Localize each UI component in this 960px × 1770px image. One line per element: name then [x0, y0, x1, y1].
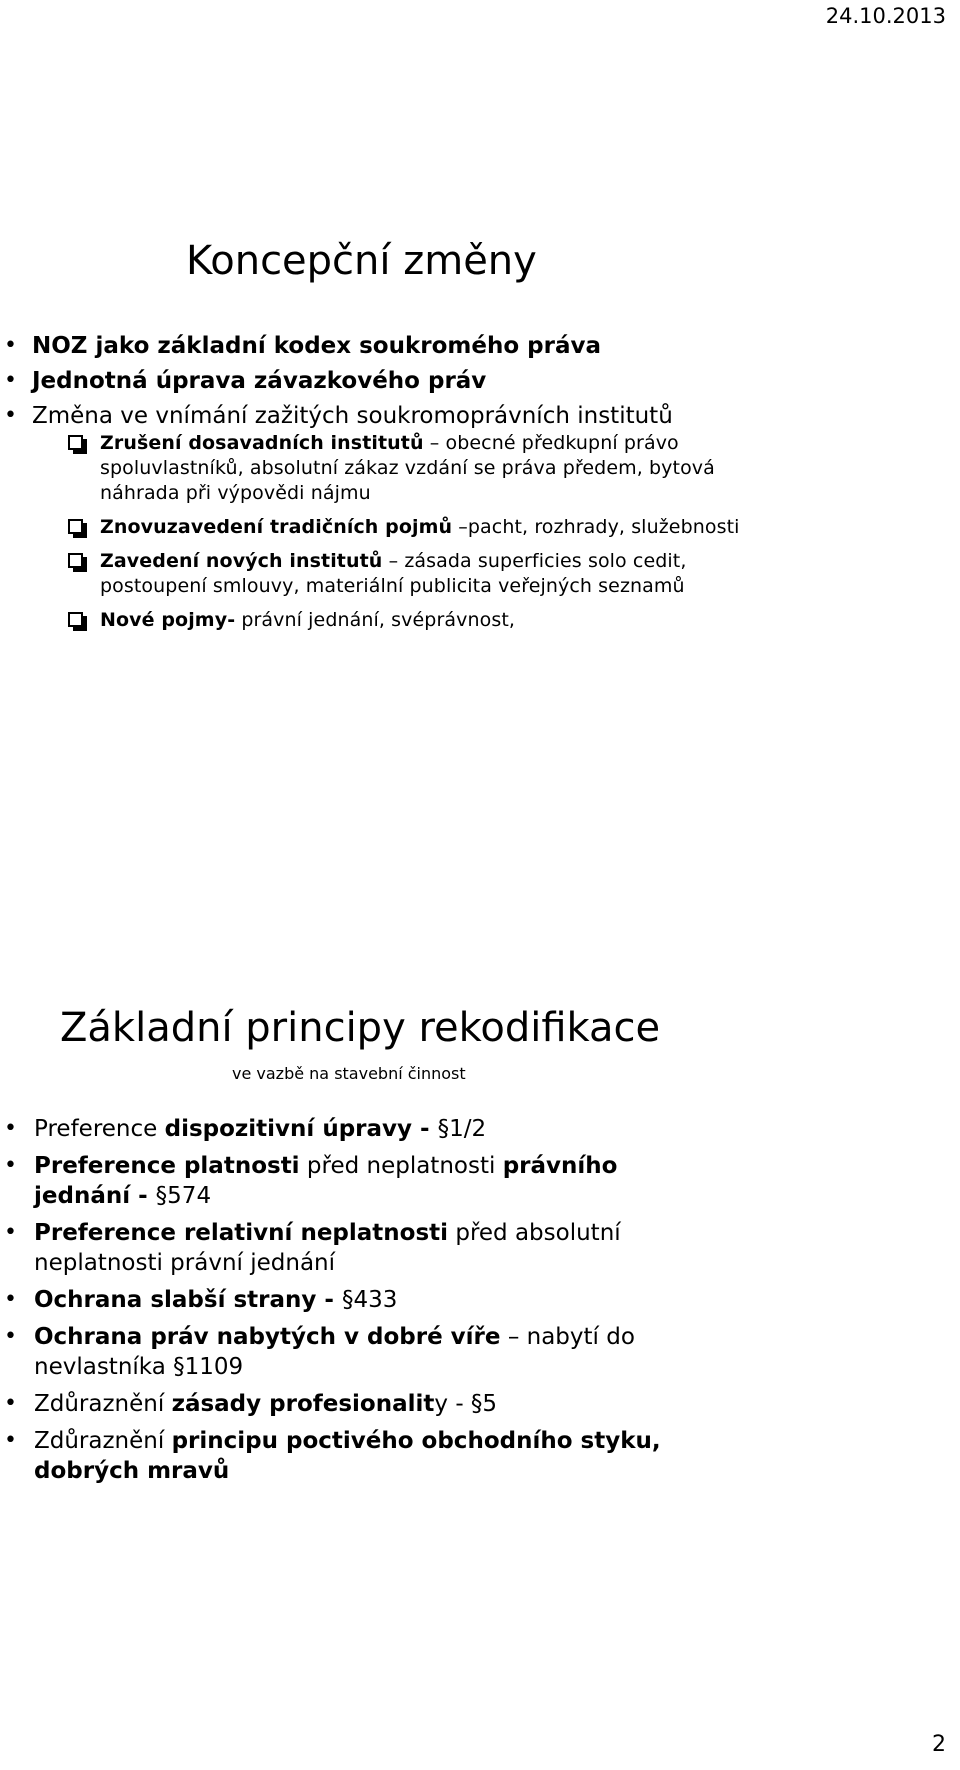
checkbox-bullet-icon	[68, 553, 83, 568]
bullet-bold-text: Ochrana slabší strany -	[34, 1287, 342, 1313]
slide1-bullet-list	[0, 331, 740, 642]
slide1-title: Koncepční změny	[186, 238, 537, 284]
bullet-dot-icon: •	[4, 1116, 17, 1141]
slide2-bullet	[0, 1322, 694, 1382]
sub-bullet-bold: Zrušení dosavadních institutů	[100, 432, 424, 454]
bullet-dot-icon: •	[4, 333, 17, 358]
bullet-bold-text: principu poctivého obchodního styku, dobrých mravů	[34, 1428, 661, 1484]
sub-bullet	[68, 431, 760, 506]
slide1-bullet	[0, 331, 692, 361]
bullet-dot-icon: •	[4, 368, 17, 393]
bullet-text: Preference	[34, 1116, 165, 1142]
bullet-text: Změna ve vnímání zažitých soukromoprávních institutů	[32, 403, 673, 429]
header-date: 24.10.2013	[825, 4, 946, 28]
bullet-text: §574	[155, 1183, 212, 1209]
bullet-bold-text: právního jednání -	[34, 1153, 618, 1209]
slide2-bullet	[0, 1218, 694, 1278]
bullet-bold-text: Preference platnosti	[34, 1153, 300, 1179]
slide1-bullet	[0, 366, 692, 396]
bullet-text: – nabytí do nevlastníka §1109	[34, 1324, 635, 1380]
bullet-dot-icon: •	[4, 1324, 17, 1349]
slide2-bullet	[0, 1389, 694, 1419]
bullet-text: §1/2	[437, 1116, 487, 1142]
checkbox-bullet-icon	[68, 435, 83, 450]
bullet-text: před absolutní neplatnosti právní jednání	[34, 1220, 621, 1276]
bullet-dot-icon: •	[4, 403, 17, 428]
bullet-bold-text: Jednotná úprava závazkového práv	[32, 368, 487, 394]
slide2-subtitle: ve vazbě na stavební činnost	[232, 1064, 466, 1083]
slide2-title: Základní principy rekodifikace	[60, 1005, 661, 1051]
sub-bullet-text: – obecné předkupní právo spoluvlastníků, absolutní zákaz vzdání se práva předem, bytová náhrada při výpovědi nájmu	[100, 432, 715, 504]
slide2-bullet-list	[0, 1114, 694, 1493]
checkbox-bullet-icon	[68, 519, 83, 534]
bullet-bold-text: NOZ jako základní kodex soukromého práva	[32, 333, 601, 359]
bullet-dot-icon: •	[4, 1153, 17, 1178]
bullet-text: y - §5	[434, 1391, 498, 1417]
sub-bullet	[68, 515, 760, 540]
bullet-dot-icon: •	[4, 1391, 17, 1416]
slide2-bullet	[0, 1285, 694, 1315]
bullet-dot-icon: •	[4, 1220, 17, 1245]
bullet-bold-text: Ochrana práv nabytých v dobré víře	[34, 1324, 501, 1350]
sub-bullet-text: –pacht, rozhrady, služebnosti	[452, 516, 740, 538]
slide1-sub-list	[32, 431, 740, 633]
sub-bullet-bold: Znovuzavedení tradičních pojmů	[100, 516, 453, 538]
slide2-bullet	[0, 1114, 694, 1144]
slide2-bullet	[0, 1426, 694, 1486]
sub-bullet-text: – zásada superficies solo cedit, postoupení smlouvy, materiální publicita veřejných seznamů	[100, 550, 687, 597]
sub-bullet-bold: Zavedení nových institutů	[100, 550, 383, 572]
slide1-bullet	[0, 401, 740, 633]
page-number: 2	[932, 1732, 946, 1757]
sub-bullet	[68, 608, 760, 633]
bullet-dot-icon: •	[4, 1287, 17, 1312]
bullet-bold-text: dispozitivní úpravy -	[164, 1116, 438, 1142]
bullet-bold-text: Preference relativní neplatnosti	[34, 1220, 449, 1246]
bullet-dot-icon: •	[4, 1428, 17, 1453]
bullet-text: §433	[341, 1287, 398, 1313]
bullet-text: Zdůraznění	[34, 1391, 172, 1417]
checkbox-bullet-icon	[68, 612, 83, 627]
bullet-bold-text: zásady profesionalit	[171, 1391, 435, 1417]
sub-bullet-bold: Nové pojmy-	[100, 609, 236, 631]
bullet-text: před neplatnosti	[299, 1153, 503, 1179]
sub-bullet	[68, 549, 760, 599]
sub-bullet-text: právní jednání, svéprávnost,	[235, 609, 516, 631]
slide2-bullet	[0, 1151, 694, 1211]
bullet-text: Zdůraznění	[34, 1428, 172, 1454]
